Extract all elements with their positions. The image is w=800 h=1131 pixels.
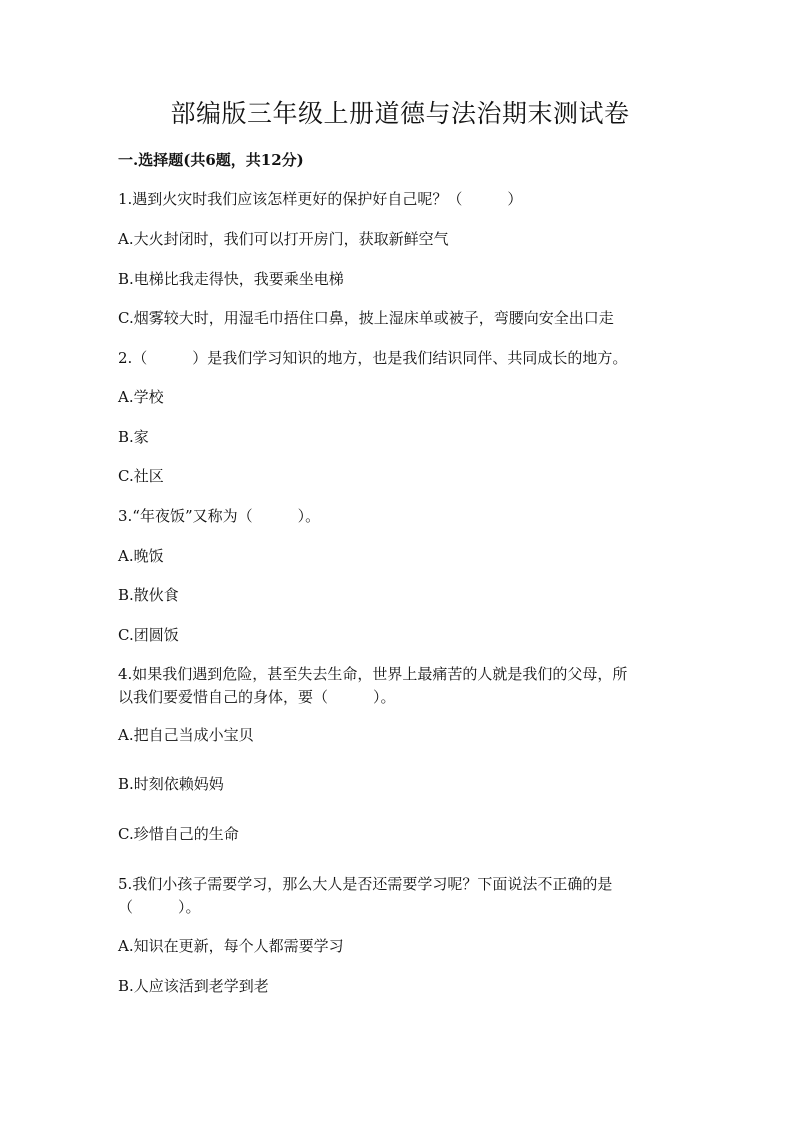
question-4-stem-line-2: 以我们要爱惜自己的身体，要（ ）。: [118, 688, 396, 706]
question-3-option-b: B.散伙食: [118, 586, 179, 604]
question-2-option-c: C.社区: [118, 467, 164, 485]
question-2-stem: 2.（ ）是我们学习知识的地方，也是我们结识同伴、共同成长的地方。: [118, 349, 628, 367]
question-3-stem: 3.“年夜饭”又称为（ ）。: [118, 507, 321, 525]
question-5-option-a: A.知识在更新，每个人都需要学习: [118, 937, 344, 955]
question-1-option-a: A.大火封闭时，我们可以打开房门，获取新鲜空气: [118, 230, 449, 248]
question-4-option-a: A.把自己当成小宝贝: [118, 726, 254, 744]
page-title: 部编版三年级上册道德与法治期末测试卷: [170, 99, 630, 128]
question-5-option-b: B.人应该活到老学到老: [118, 977, 269, 995]
question-5-stem-line-1: 5.我们小孩子需要学习，那么大人是否还需要学习呢？下面说法不正确的是: [118, 875, 613, 893]
question-2-option-a: A.学校: [118, 388, 164, 406]
question-4-option-c: C.珍惜自己的生命: [118, 825, 239, 843]
question-1-stem: 1.遇到火灾时我们应该怎样更好的保护好自己呢？（ ）: [118, 190, 523, 208]
question-2-option-b: B.家: [118, 428, 149, 446]
question-3-option-c: C.团圆饭: [118, 626, 179, 644]
question-5-stem-line-2: （ ）。: [118, 898, 201, 916]
question-1-option-c: C.烟雾较大时，用湿毛巾捂住口鼻，披上湿床单或被子，弯腰向安全出口走: [118, 309, 614, 327]
section-heading: 一.选择题(共6题，共12分): [118, 151, 304, 169]
question-1-option-b: B.电梯比我走得快，我要乘坐电梯: [118, 270, 344, 288]
question-4-stem-line-1: 4.如果我们遇到危险，甚至失去生命，世界上最痛苦的人就是我们的父母，所: [118, 665, 628, 683]
question-3-option-a: A.晚饭: [118, 547, 164, 565]
question-4-option-b: B.时刻依赖妈妈: [118, 775, 224, 793]
